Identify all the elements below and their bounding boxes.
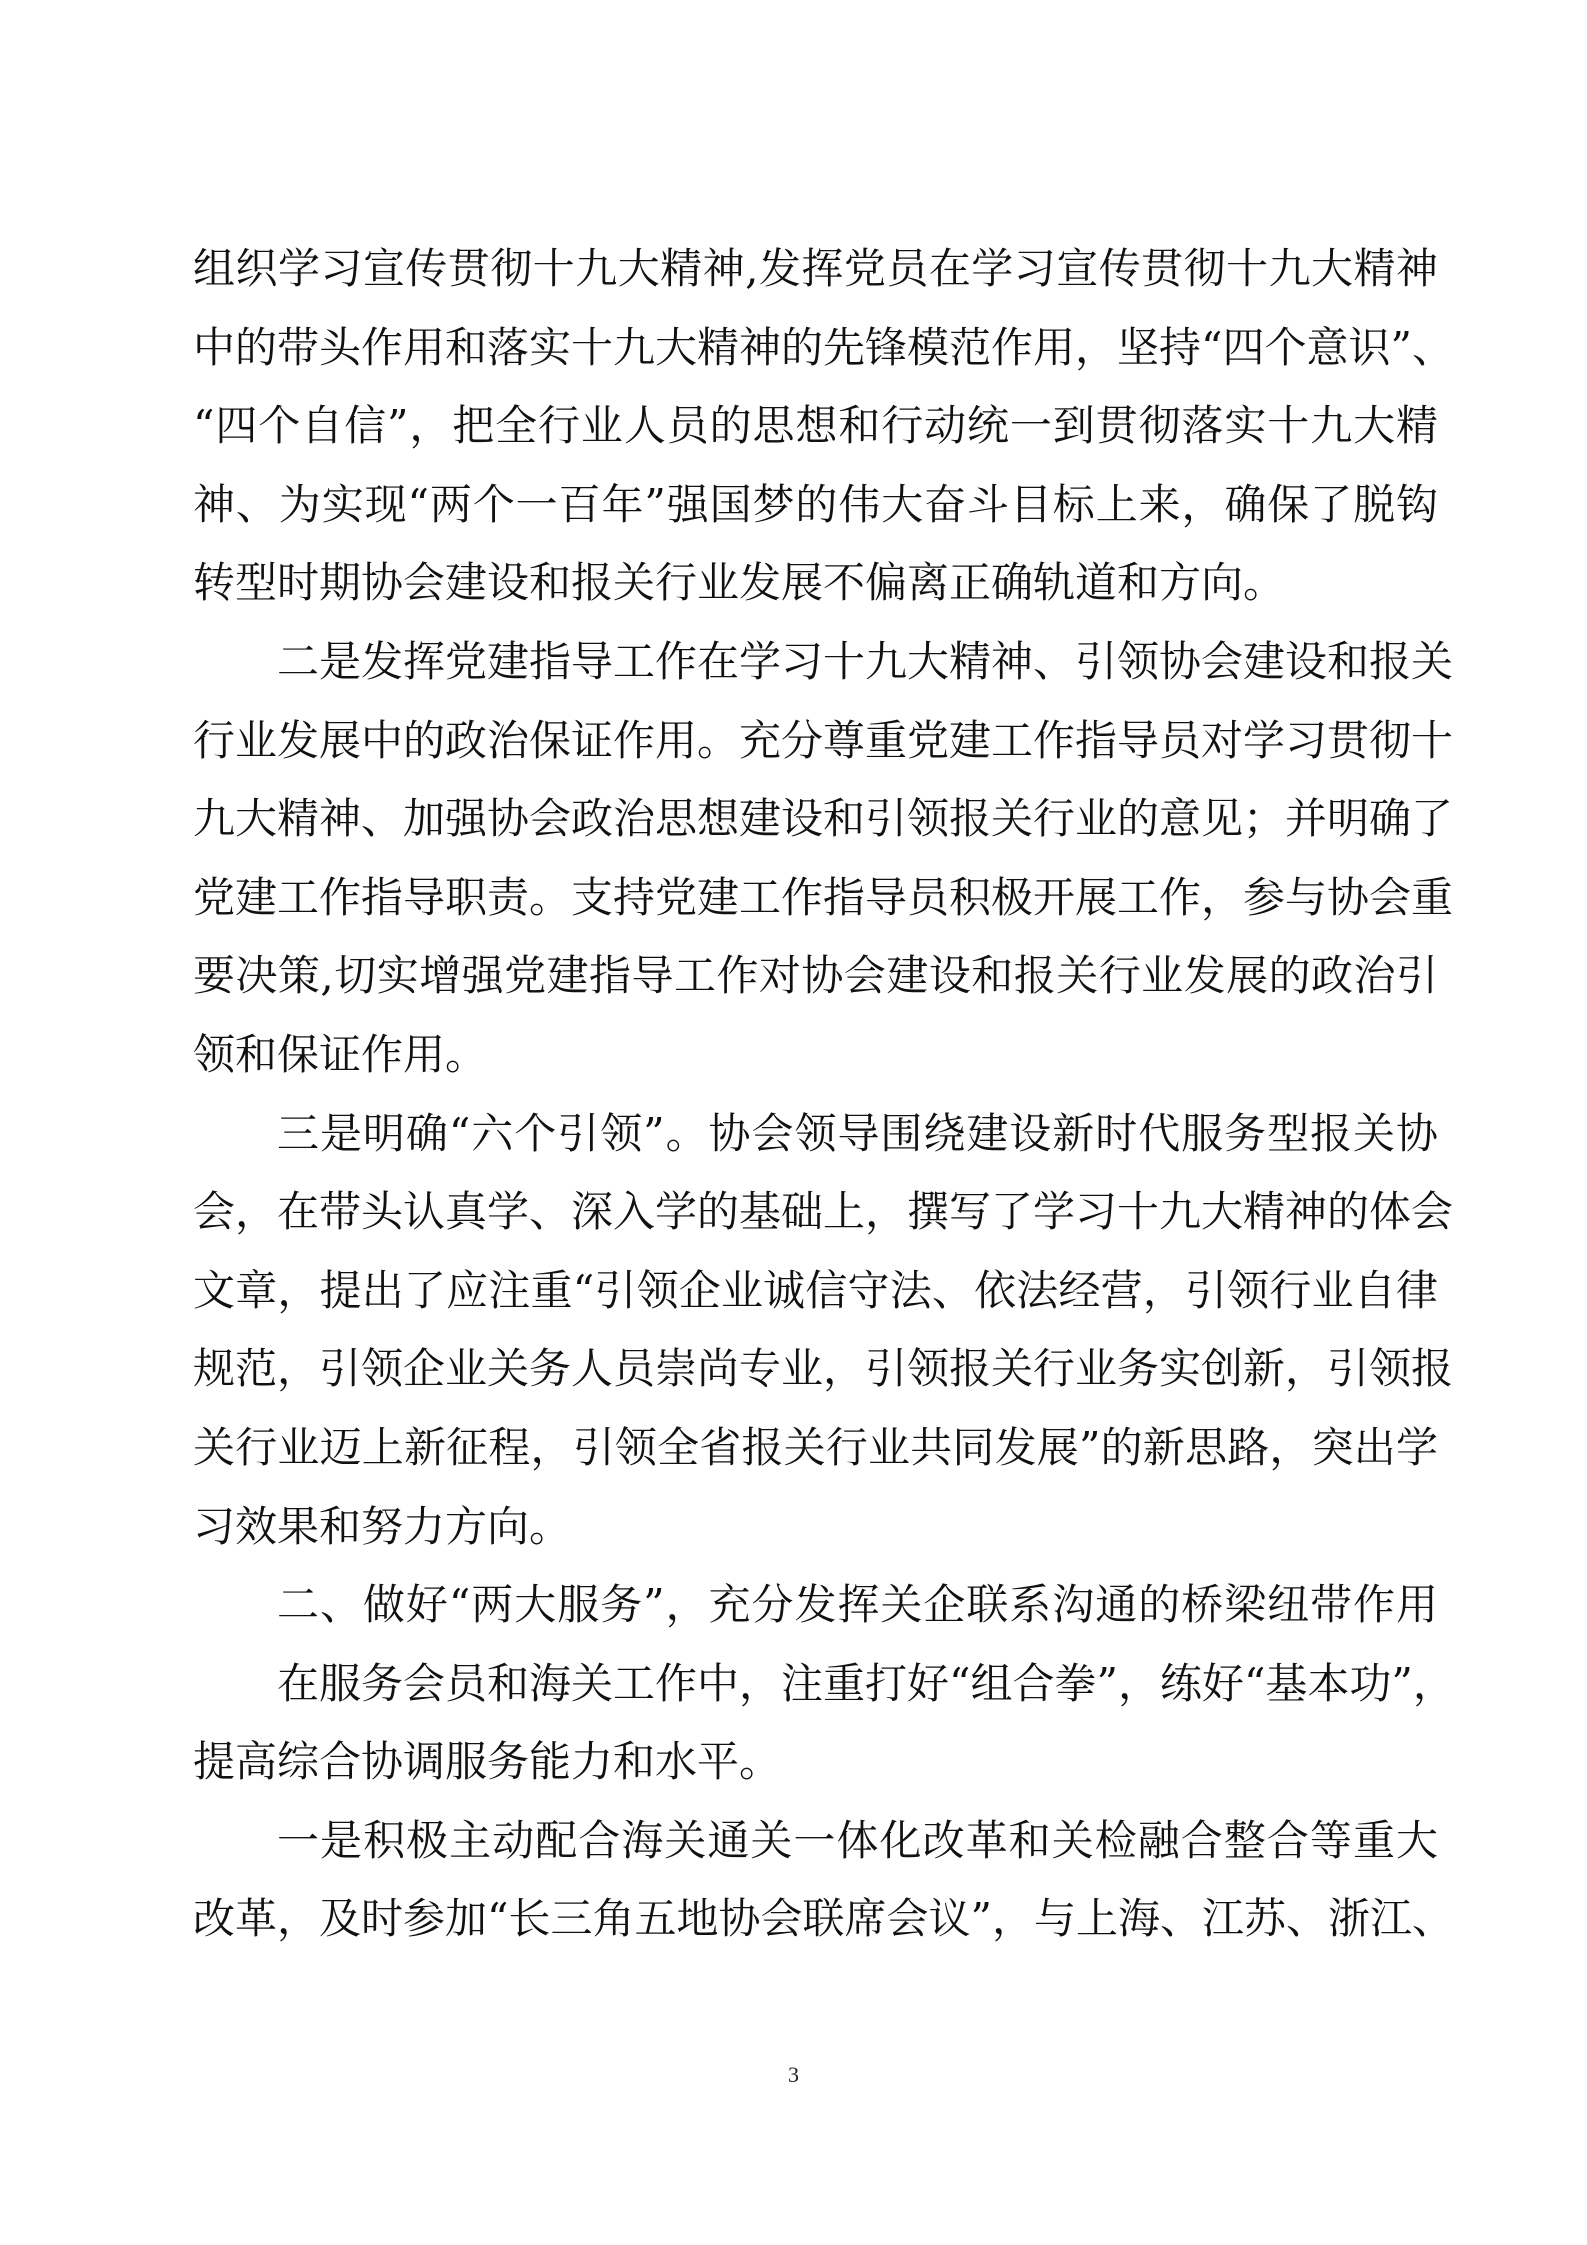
text-line: 在服务会员和海关工作中，注重打好“组合拳”，练好“基本功”， [277,1658,1455,1708]
text-line: 二是发挥党建指导工作在学习十九大精神、引领协会建设和报关 [277,636,1454,686]
text-line: “四个自信”，把全行业人员的思想和行动统一到贯彻落实十九大精 [193,401,1438,451]
text-line: 神、为实现“两个一百年”强国梦的伟大奋斗目标上来，确保了脱钩 [193,479,1438,529]
text-line: 领和保证作用。 [193,1029,488,1079]
text-line: 中的带头作用和落实十九大精神的先锋模范作用，坚持“四个意识”、 [193,322,1454,372]
text-line: 行业发展中的政治保证作用。充分尊重党建工作指导员对学习贯彻十 [193,715,1454,765]
text-line: 九大精神、加强协会政治思想建设和引领报关行业的意见；并明确了 [193,794,1454,844]
text-line: 文章，提出了应注重“引领企业诚信守法、依法经营，引领行业自律 [193,1265,1438,1315]
text-line: 要决策,切实增强党建指导工作对协会建设和报关行业发展的政治引 [193,951,1438,1001]
text-line: 组织学习宣传贯彻十九大精神,发挥党员在学习宣传贯彻十九大精神 [193,244,1438,293]
text-line: 提高综合协调服务能力和水平。 [193,1737,782,1787]
text-line: 一是积极主动配合海关通关一体化改革和关检融合整合等重大 [277,1815,1438,1865]
text-line: 习效果和努力方向。 [193,1501,572,1551]
text-line: 党建工作指导职责。支持党建工作指导员积极开展工作，参与协会重 [193,872,1454,922]
text-line: 会，在带头认真学、深入学的基础上，撰写了学习十九大精神的体会 [193,1187,1454,1237]
text-line: 规范，引领企业关务人员崇尚专业，引领报关行业务实创新，引领报 [193,1344,1454,1394]
text-line: 三是明确“六个引领”。协会领导围绕建设新时代服务型报关协 [277,1108,1438,1158]
body-text [193,230,1455,1959]
text-line: 转型时期协会建设和报关行业发展不偏离正确轨道和方向。 [193,558,1286,608]
page-number: 3 [788,2062,799,2087]
text-line: 改革，及时参加“长三角五地协会联席会议”，与上海、江苏、浙江、 [193,1894,1454,1944]
text-line: 关行业迈上新征程，引领全省报关行业共同发展”的新思路，突出学 [193,1422,1438,1472]
text-line: 二、做好“两大服务”，充分发挥关企联系沟通的桥梁纽带作用 [277,1580,1438,1630]
